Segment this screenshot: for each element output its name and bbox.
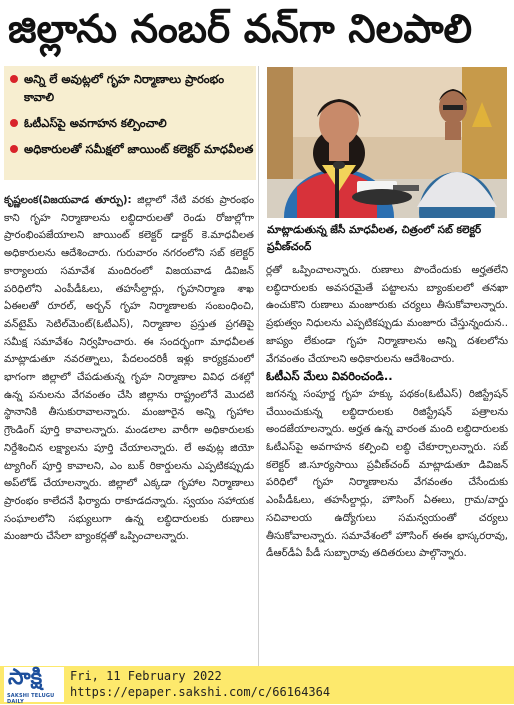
footer-bar: [0, 666, 514, 704]
subheading: ఓటీఎస్ మేలు వివరించండి..: [266, 369, 393, 384]
publication-date: Fri, 11 February 2022: [70, 669, 222, 683]
summary-point-text: ఓటీఎస్‌పై అవగాహన కల్పించాలి: [24, 116, 167, 130]
summary-point-text: అన్ని లే అవుట్లలో గృహ నిర్మాణాలు ప్రారంభం కావాలి: [24, 72, 225, 104]
news-photo: [267, 67, 507, 218]
bullet-icon: [10, 145, 18, 153]
right-body-paragraph: ర్లతో ఒప్పించాలన్నారు. రుణాలు పొందేందుకు అర్హతలేని లబ్ధిదారులకు అవసరమైతే పట్టాలను బ్యాంకులలో తనఖా ఉంచుకొని రుణాలు మంజూరుకు చర్యలు తీసుకోవాలన్నారు. ప్రభుత్వం నిధులను ఎప్పటికప్పుడు మంజూరు చేస్తున్నందున.. జాప్యం లేకుండా గృహ నిర్మాణాలను అన్ని దశలలోను వేగవంతం చేయాలని అధికారులను ఆదేశించారు.: [266, 265, 508, 365]
dateline: కృష్ణలంక(విజయవాడ తూర్పు):: [4, 195, 132, 206]
summary-point: [10, 140, 253, 158]
bullet-icon: [10, 119, 18, 127]
column-divider: [258, 66, 259, 666]
summary-point: [10, 70, 256, 106]
epaper-link[interactable]: https://epaper.sakshi.com/c/66164364: [70, 685, 331, 699]
summary-point: [10, 114, 167, 132]
sakshi-logo: [4, 665, 64, 705]
headline: జిల్లాను నంబర్ వన్‌గా నిలపాలి: [8, 7, 473, 52]
logo-subtext: SAKSHI TELUGU DAILY: [7, 693, 55, 705]
summary-point-text: అధికారులతో సమీక్షలో జాయింట్ కలెక్టర్ మాధవీలత: [24, 142, 254, 156]
summary-box: [4, 66, 256, 180]
left-body-text: జిల్లాలో నేటి వరకు ప్రారంభం కాని గృహ నిర్మాణాలను లబ్ధిదారులతో రెండు రోజుల్లోగా ప్రారంభింపజేయాలని జాయింట్ కలెక్టర్ డాక్టర్ కె.మాధవీలత అధికారులను ఆదేశించారు. గురువారం నగరంలోని సబ్ కలెక్టర్ కార్యాలయ సమావేశ మందిరంలో విజయవాడ డివిజన్ పరిధిలోని ఎంపీడీఓలు, తహసీల్దార్లు, గృహనిర్మాణ శాఖ ఏఈలతో రూరల్, అర్బన్ గృహ నిర్మాణాలకు సంబంధించి, వన్‌టైమ్ సెటిల్‌మెంట్(ఓటీఎస్), నిర్మాణాల ప్రస్తుత ప్రగతిపై సమీక్ష సమావేశం నిర్వహించారు. ఈ సందర్భంగా మాధవీలత మాట్లాడుతూ నవరత్నాలు, పేదలందరికీ ఇళ్లు కార్యక్రమంలో భాగంగా జిల్లాలో చేపడుతున్న గృహ నిర్మాణాల వివిధ దశల్లో ఉన్న పనులను వేగవంతం చేసి జిల్లాను రాష్ట్రంలోనే మొదటి స్థానానికి తీసుకురావాలన్నారు. మంజూరైన అన్ని గృహాల గ్రౌండింగ్ పూర్తి కావాలన్నారు. మండలాల వారీగా అధికారులకు నిర్దేశించిన లక్ష్యాలను పూర్తి చేయాలన్నారు. లే అవుట్ల జియో ట్యాగింగ్ పూర్తి కావాలని, ఎం బుక్ రికార్డులను ఎప్పటికప్పుడు అప్‌లోడ్ చేయాలన్నారు. జిల్లాలో ఎక్కడా గృహాల నిర్మాణాలు ప్రారంభం కాలేదనే ఫిర్యాదు రాకూడదన్నారు. స్వయం సహాయక సంఘాలలోని సభ్యులుగా ఉన్న లబ్ధిదారులకు రుణాలు మంజూరు చేసేలా బ్యాంకర్లతో ఒప్పించాలన్నారు.: [4, 195, 254, 543]
bullet-icon: [10, 75, 18, 83]
left-column-body: [4, 192, 254, 664]
right-body-paragraph: జగనన్న సంపూర్ణ గృహ హక్కు పథకం(ఓటీఎస్) రిజిస్ట్రేషన్ చేయించుకున్న లబ్ధిదారులకు రిజిస్ట్రేషన్ పత్రాలను అందజేయాలన్నారు. అర్హత ఉన్న వారంత మంది లబ్ధిదారులకు ఓటీఎస్‌పై అవగాహన కల్పించి లబ్ధి చేకూర్చాలన్నారు. సబ్ కలెక్టర్ జి.సూర్యసాయి ప్రవీణ్‌చంద్ మాట్లాడుతూ డివిజన్ పరిధిలో గృహ నిర్మాణాలను వేగవంతం చేసేందుకు ఎంపీడీఓలు, తహసీల్దార్లు, హౌసింగ్ ఏఈలు, గ్రామ/వార్డు సచివాలయ ఉద్యోగులు సమన్వయంతో చర్యలు తీసుకోవాలన్నారు. సమావేశంలో హౌసింగ్ ఈఈ భాస్కరరావు, డీఆర్‌డీఏ పీడీ సుబ్బారావు తదితరులు పాల్గొన్నారు.: [266, 388, 508, 560]
photo-caption: మాట్లాడుతున్న జేసీ మాధవీలత, చిత్రంలో సబ్ కలెక్టర్ ప్రవీణ్‌చంద్: [267, 224, 482, 253]
logo-text: సాక్షి: [8, 665, 43, 690]
right-column-body: [266, 262, 508, 664]
meeting-photo-illustration: [267, 67, 507, 218]
